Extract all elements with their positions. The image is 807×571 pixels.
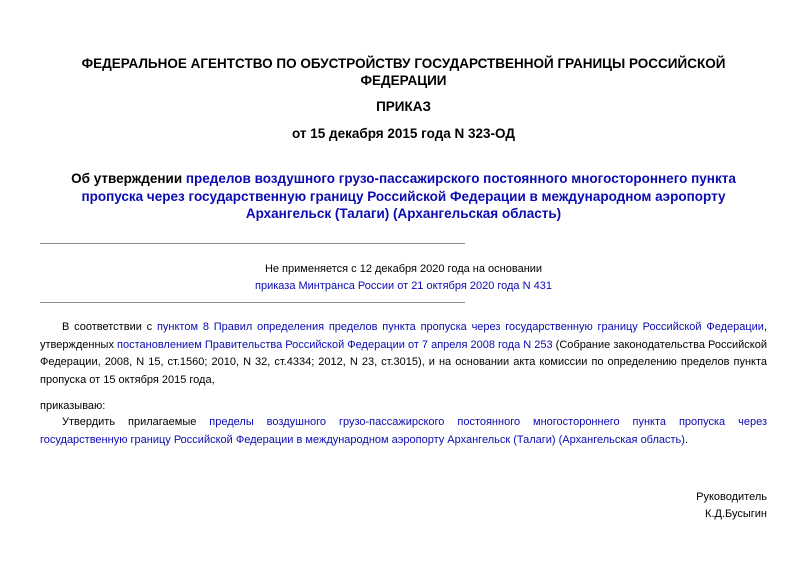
approve-paragraph <box>40 414 767 449</box>
signatory-name: К.Д.Бусыгин <box>705 508 767 520</box>
title-prefix: Об утверждении <box>71 171 186 186</box>
document-title <box>40 170 767 223</box>
status-note-link-line <box>40 279 767 293</box>
agency-name: ФЕДЕРАЛЬНОЕ АГЕНТСТВО ПО ОБУСТРОЙСТВУ ГОСУДАРСТВЕННОЙ ГРАНИЦЫ РОССИЙСКОЙ ФЕДЕРАЦИИ <box>81 56 726 88</box>
basis-prefix: В соответствии с <box>62 321 157 333</box>
approved-limits-link[interactable]: пределы воздушного грузо-пассажирского постоянного многостороннего пункта пропуска через государственную границу Российской Федерации в международном аэропорту Архангельск (Талаги) (Архангельская область) <box>40 416 767 446</box>
divider-bottom <box>40 302 465 303</box>
document-type: ПРИКАЗ <box>376 99 431 114</box>
government-decree-link[interactable]: постановлением Правительства Российской Федерации от 7 апреля 2008 года N 253 <box>117 338 553 351</box>
signatory-position: Руководитель <box>696 491 767 503</box>
basis-mid: , утвержденных <box>40 321 768 351</box>
status-note-link[interactable]: приказа Минтранса России от 21 октября 2020 года N 431 <box>255 280 552 292</box>
order-word: приказываю: <box>40 400 106 412</box>
approve-prefix: Утвердить прилагаемые <box>62 416 210 428</box>
rules-point-8-link[interactable]: пунктом 8 Правил определения пределов пункта пропуска через государственную границу Российской Федерации <box>156 321 764 333</box>
basis-suffix: (Собрание законодательства Российской Федерации, 2008, N 15, ст.1560; 2010, N 32, ст.4334; 2012, N 23, ст.3015), и на основании акта комиссии по определению пределов пункта пропуска от 15 октября 2015 года, <box>40 338 767 386</box>
divider-top <box>40 243 465 244</box>
document-date-number: от 15 декабря 2015 года N 323-ОД <box>291 126 515 141</box>
title-link[interactable]: пределов воздушного грузо-пассажирского постоянного многостороннего пункта пропуска через государственную границу Российской Федерации в международном аэропорту Архангельск (Талаги) (Архангельская область) <box>81 171 736 221</box>
status-note-text: Не применяется с 12 декабря 2020 года на основании <box>264 263 543 275</box>
approve-suffix: . <box>684 433 689 446</box>
basis-paragraph <box>40 319 767 389</box>
